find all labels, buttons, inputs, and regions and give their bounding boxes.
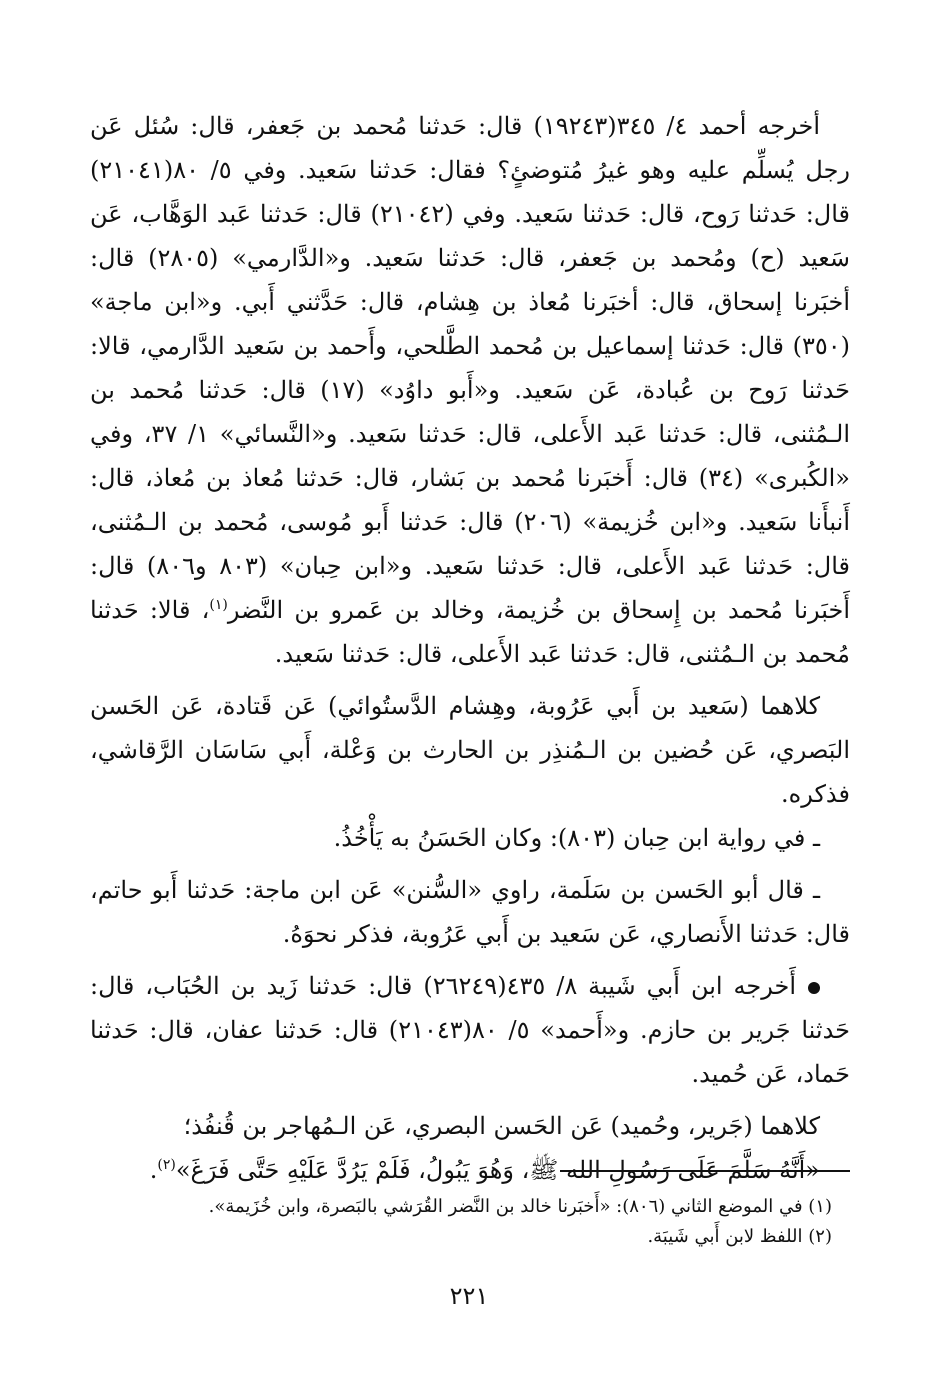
paragraph-text: أخرجه أحمد ٤/ ٣٤٥(١٩٢٤٣) قال: حَدثنا مُحمد بن جَعفر، قال: سُئل عَن رجل يُسلِّم عليه وهو غيرُ مُتوضئٍ؟ فقال: حَدثنا سَعيد. وفي ٥/ ٨٠(٢١٠٤١) قال: حَدثنا رَوح، قال: حَدثنا سَعيد. وفي (٢١٠٤٢) قال: حَدثنا عَبد الوَهَّاب، عَن سَعيد (ح) ومُحمد بن جَعفر، قال: حَدثنا سَعيد. و«الدَّارمي» (٢٨٠٥) قال: أخبَرنا إسحاق، قال: أخبَرنا مُعاذ بن هِشام، قال: حَدَّثني أَبي. و«ابن ماجة» (٣٥٠) قال: حَدثنا إسماعيل بن مُحمد الطَّلحي، وأَحمد بن سَعيد الدَّارمي، قالا: حَدثنا رَوح بن عُبادة، عَن سَعيد. و«أَبو داوُد» (١٧) قال: حَدثنا مُحمد بن الـمُثنى، قال: حَدثنا عَبد الأَعلى، قال: حَدثنا سَعيد. و«النَّسائي» ١/ ٣٧، وفي «الكُبرى» (٣٤) قال: أَخبَرنا مُحمد بن بَشار، قال: حَدثنا مُعاذ بن مُعاذ، قال: أَنبأَنا سَعيد. و«ابن خُزيمة» (٢٠٦) قال: حَدثنا أَبو مُوسى، مُحمد بن الـمُثنى، قال: حَدثنا عَبد الأَعلى، قال: حَدثنا سَعيد. و«ابن حِبان» (٨٠٣ و٨٠٦) قال: أَخبَرنا مُحمد بن إِسحاق بن خُزيمة، وخالد بن عَمرو بن النَّضر [90, 112, 851, 624]
paragraph-ibn-hibban-note: ـ في رواية ابن حِبان (٨٠٣): وكان الحَسَنُ به يَأْخُذُ. [333, 824, 820, 852]
footnotes [90, 1192, 850, 1252]
paragraph-takhrij-ahmad [90, 104, 850, 676]
paragraph-both-narrators: كلاهما (جَرير، وحُميد) عَن الحَسن البصري، عَن الـمُهاجر بن قُنفُذ؛ [183, 1112, 820, 1140]
paragraph-takhrij-ibn-abi-shaybah [90, 964, 850, 1096]
paragraph-text-continued: ، قالا: حَدثنا مُحمد بن الـمُثنى، قال: حَدثنا عَبد الأَعلى، قال: حَدثنا سَعيد. [90, 596, 850, 668]
paragraph-both-chains: كلاهما (سَعيد بن أَبي عَرُوبة، وهِشام الدَّستُوائي) عَن قَتادة، عَن الحَسن البَصري، عَن حُضين بن الـمُنذِر بن الحارث بن وَعْلة، أَبي سَاسَان الرَّقاشي، فذكره. [90, 692, 850, 808]
hadith-matn: «أَنَّهُ سَلَّمَ عَلَى رَسُولِ الله ﷺ، وَهُوَ يَبُولُ، فَلَمْ يَرُدَّ عَلَيْهِ حَتَّى فَرَغَ» [175, 1156, 820, 1184]
page-number: ٢٢١ [449, 1282, 489, 1310]
bullet-icon [808, 982, 820, 994]
footnote-ref-1: (١) [209, 597, 228, 613]
footnote-separator [560, 1170, 850, 1172]
footnote-1: (١) في الموضع الثاني (٨٠٦): «أَخبَرنا خالد بن النَّضر القُرَشي بالبَصرة، وابن خُزَيمة». [208, 1196, 832, 1217]
hadith-text: «أَنَّهُ سَلَّمَ عَلَى رَسُولِ الله ﷺ، وَهُوَ يَبُولُ، فَلَمْ يَرُدَّ عَلَيْهِ حَتَّى فَرَغَ»$^{(٢)}$. [149, 1156, 820, 1184]
paragraph-abu-al-hasan-note: ـ قال أبو الحَسن بن سَلَمة، راوي «السُّنن» عَن ابن ماجة: حَدثنا أَبو حاتم، قال: حَدثنا الأَنصاري، عَن سَعيد بن أَبي عَرُوبة، فذكر نحوَهُ. [90, 876, 850, 948]
main-text [90, 104, 850, 1192]
paragraph-text: أَخرجه ابن أَبي شَيبة ٨/ ٤٣٥(٢٦٢٤٩) قال: حَدثنا زَيد بن الحُبَاب، قال: حَدثنا جَرير بن حازم. و«أَحمد» ٥/ ٨٠(٢١٠٤٣) قال: حَدثنا عفان، قال: حَدثنا حَماد، عَن حُميد. [90, 972, 851, 1088]
footnote-ref-2: (٢) [157, 1157, 176, 1173]
footnote-2: (٢) اللفظ لابن أَبي شَيبَة. [647, 1226, 832, 1247]
